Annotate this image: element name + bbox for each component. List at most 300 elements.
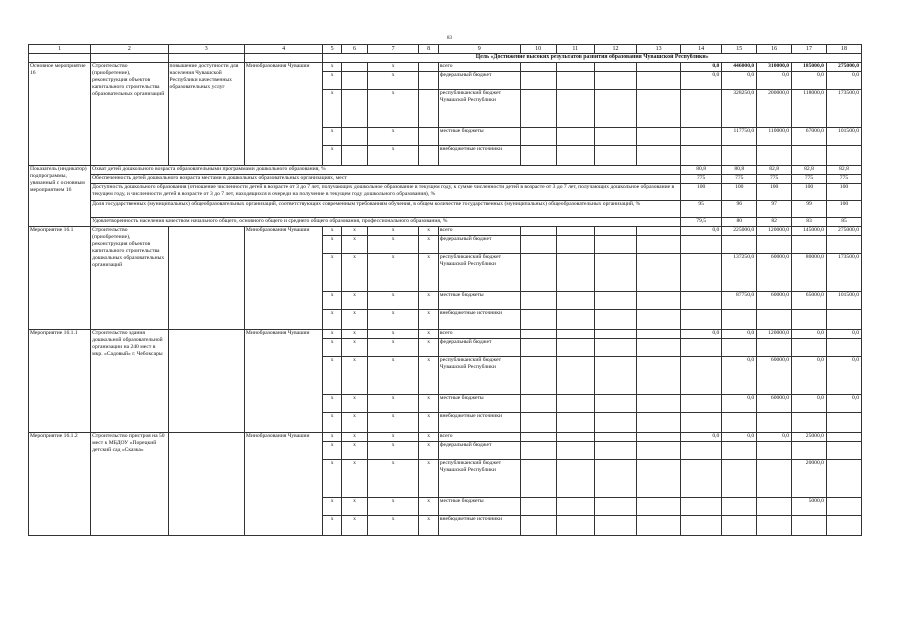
code-cell: х xyxy=(341,433,367,442)
empty-cell xyxy=(594,128,637,146)
indicator-value: 99 xyxy=(792,201,827,218)
amount-cell xyxy=(680,339,721,357)
empty-cell xyxy=(637,292,681,310)
empty-cell xyxy=(520,498,556,516)
code-cell: х xyxy=(341,236,367,254)
column-number: 1 xyxy=(29,45,91,54)
empty-cell xyxy=(637,146,681,166)
indicator-value: 775 xyxy=(826,175,861,184)
code-cell: х xyxy=(419,395,439,413)
amount-cell xyxy=(722,516,757,536)
code-cell: х xyxy=(323,357,342,395)
empty-cell xyxy=(520,339,556,357)
code-cell: х xyxy=(368,128,419,146)
code-cell: х xyxy=(368,339,419,357)
responsible-executor: Минобразования Чувашии xyxy=(244,227,323,330)
funding-source: местные бюджеты xyxy=(438,128,520,146)
amount-cell: 0,0 xyxy=(826,330,861,339)
code-cell xyxy=(419,90,439,128)
code-cell xyxy=(341,90,367,128)
amount-cell xyxy=(757,442,792,460)
empty-cell xyxy=(637,254,681,292)
empty-cell xyxy=(556,498,594,516)
code-cell: х xyxy=(419,292,439,310)
goal-row xyxy=(29,54,862,63)
empty-cell xyxy=(556,227,594,236)
indicator-value: 775 xyxy=(722,175,757,184)
amount-cell: 0,0 xyxy=(792,330,827,339)
empty-cell xyxy=(556,254,594,292)
empty-cell xyxy=(637,498,681,516)
amount-cell xyxy=(680,236,721,254)
code-cell: х xyxy=(323,90,342,128)
funding-source: внебюджетные источники xyxy=(438,516,520,536)
amount-cell: 0,0 xyxy=(680,227,721,236)
empty-cell xyxy=(594,330,637,339)
empty-cell xyxy=(594,63,637,72)
code-cell: х xyxy=(419,442,439,460)
measure-name: Мероприятие 16.1.2 xyxy=(29,433,91,536)
amount-cell xyxy=(757,413,792,433)
funding-source: внебюджетные источники xyxy=(438,310,520,330)
amount-cell: 117750,0 xyxy=(722,128,757,146)
empty-cell xyxy=(520,72,556,90)
code-cell: х xyxy=(341,357,367,395)
empty-cell xyxy=(520,63,556,72)
column-number: 8 xyxy=(419,45,439,54)
empty-cell xyxy=(594,442,637,460)
code-cell: х xyxy=(368,227,419,236)
indicator-value: 775 xyxy=(757,175,792,184)
amount-cell xyxy=(757,339,792,357)
empty-cell xyxy=(594,90,637,128)
code-cell: х xyxy=(419,236,439,254)
empty-cell xyxy=(556,442,594,460)
funding-source: федеральный бюджет xyxy=(438,72,520,90)
funding-source: внебюджетные источники xyxy=(438,413,520,433)
code-cell: х xyxy=(323,72,342,90)
amount-cell: 5000,0 xyxy=(792,498,827,516)
empty-cell xyxy=(520,236,556,254)
column-number: 17 xyxy=(792,45,827,54)
amount-cell: 80000,0 xyxy=(792,254,827,292)
amount-cell xyxy=(722,442,757,460)
empty-cell xyxy=(594,72,637,90)
measure-description: Строительство здания дошкольной образовательной организации на 240 мест в мкр. «Садовый» г. Чебоксары xyxy=(91,330,168,433)
amount-cell: 67000,0 xyxy=(792,128,827,146)
amount-cell: 25000,0 xyxy=(792,433,827,442)
empty-cell xyxy=(556,236,594,254)
amount-cell: 0,0 xyxy=(680,330,721,339)
code-cell: х xyxy=(419,433,439,442)
code-cell: х xyxy=(419,413,439,433)
responsible-executor: Минобразования Чувашии xyxy=(244,63,323,166)
amount-cell xyxy=(722,310,757,330)
indicator-value: 96 xyxy=(722,201,757,218)
amount-cell: 310000,0 xyxy=(757,63,792,72)
measure-goal xyxy=(168,330,244,433)
code-cell xyxy=(341,146,367,166)
indicator-row xyxy=(29,218,862,227)
amount-cell xyxy=(826,413,861,433)
code-cell: х xyxy=(341,330,367,339)
empty-cell xyxy=(594,460,637,498)
code-cell: х xyxy=(323,236,342,254)
event-description: Строительство (приобретение), реконструкция объектов капитального строительства образовательных организаций xyxy=(91,63,168,166)
empty-cell xyxy=(556,72,594,90)
amount-cell xyxy=(680,254,721,292)
amount-cell xyxy=(680,292,721,310)
code-cell: х xyxy=(323,292,342,310)
empty-cell xyxy=(637,90,681,128)
amount-cell: 110000,0 xyxy=(757,128,792,146)
code-cell: х xyxy=(323,63,342,72)
code-cell: х xyxy=(341,395,367,413)
funding-source: всего xyxy=(438,227,520,236)
column-number: 12 xyxy=(594,45,637,54)
amount-cell: 0,0 xyxy=(757,433,792,442)
amount-cell xyxy=(826,498,861,516)
empty-cell xyxy=(637,357,681,395)
empty-cell xyxy=(637,227,681,236)
empty-cell xyxy=(556,63,594,72)
amount-cell: 60000,0 xyxy=(757,357,792,395)
amount-cell xyxy=(792,310,827,330)
empty-cell xyxy=(594,433,637,442)
empty-cell xyxy=(637,433,681,442)
indicator-value: 100 xyxy=(826,184,861,201)
indicator-row xyxy=(29,201,862,218)
amount-cell: 173500,0 xyxy=(826,254,861,292)
column-number: 10 xyxy=(520,45,556,54)
funding-source: республиканский бюджет Чувашской Республики xyxy=(438,460,520,498)
empty-cell xyxy=(520,460,556,498)
table-row xyxy=(29,433,862,442)
goal-title: Цель «Достижение высоких результатов развития образования Чувашской Республики» xyxy=(323,54,862,63)
empty-cell xyxy=(520,413,556,433)
funding-source: федеральный бюджет xyxy=(438,442,520,460)
empty-cell xyxy=(637,236,681,254)
amount-cell: 225000,0 xyxy=(722,227,757,236)
page-number: 83 xyxy=(447,36,452,41)
empty-cell xyxy=(556,128,594,146)
empty-cell xyxy=(520,128,556,146)
amount-cell xyxy=(792,413,827,433)
empty-cell xyxy=(556,310,594,330)
column-number: 5 xyxy=(323,45,342,54)
code-cell: х xyxy=(368,413,419,433)
amount-cell xyxy=(722,460,757,498)
empty-cell xyxy=(637,339,681,357)
code-cell: х xyxy=(341,516,367,536)
amount-cell: 0,0 xyxy=(722,357,757,395)
code-cell xyxy=(341,63,367,72)
amount-cell xyxy=(792,146,827,166)
indicator-value: 80,8 xyxy=(722,166,757,175)
funding-source: всего xyxy=(438,433,520,442)
empty-cell xyxy=(594,395,637,413)
code-cell: х xyxy=(341,339,367,357)
empty-cell xyxy=(556,292,594,310)
empty-cell xyxy=(520,254,556,292)
code-cell: х xyxy=(419,310,439,330)
empty-cell xyxy=(637,72,681,90)
indicator-label: Показатель (индикатор) подпрограммы, увязанный с основным мероприятием 16 xyxy=(29,166,91,227)
code-cell: х xyxy=(419,498,439,516)
amount-cell xyxy=(792,339,827,357)
funding-source: местные бюджеты xyxy=(438,292,520,310)
code-cell: х xyxy=(341,292,367,310)
amount-cell: 200000,0 xyxy=(757,90,792,128)
code-cell: х xyxy=(368,357,419,395)
amount-cell xyxy=(680,413,721,433)
amount-cell xyxy=(680,516,721,536)
indicator-text: Доля государственных (муниципальных) общеобразовательных организаций, соответствующих современным требованиям обучения, в общем количестве государственных (муниципальных) общеобразовательных организаций, % xyxy=(91,201,681,218)
amount-cell xyxy=(792,236,827,254)
indicator-text: Охват детей дошкольного возраста образовательными программами дошкольного образования, % xyxy=(91,166,681,175)
code-cell: х xyxy=(419,357,439,395)
amount-cell xyxy=(757,146,792,166)
code-cell: х xyxy=(323,413,342,433)
amount-cell: 20000,0 xyxy=(792,460,827,498)
amount-cell: 173500,0 xyxy=(826,90,861,128)
empty-cell xyxy=(520,357,556,395)
indicator-value: 79,5 xyxy=(680,218,721,227)
column-number: 9 xyxy=(438,45,520,54)
amount-cell: 275000,0 xyxy=(826,227,861,236)
code-cell: х xyxy=(323,254,342,292)
amount-cell: 120000,0 xyxy=(757,227,792,236)
amount-cell xyxy=(757,460,792,498)
column-number: 16 xyxy=(757,45,792,54)
indicator-value: 82,8 xyxy=(792,166,827,175)
code-cell: х xyxy=(368,63,419,72)
amount-cell: 65000,0 xyxy=(792,292,827,310)
empty-cell xyxy=(520,146,556,166)
amount-cell xyxy=(680,460,721,498)
empty-cell xyxy=(520,433,556,442)
empty-cell xyxy=(520,395,556,413)
code-cell: х xyxy=(368,90,419,128)
indicator-value: 82 xyxy=(757,218,792,227)
amount-cell xyxy=(826,236,861,254)
empty-cell xyxy=(556,395,594,413)
empty-cell xyxy=(556,339,594,357)
amount-cell: 145000,0 xyxy=(792,227,827,236)
empty-cell xyxy=(556,516,594,536)
empty-cell xyxy=(556,90,594,128)
code-cell: х xyxy=(323,310,342,330)
code-cell xyxy=(341,72,367,90)
column-number: 4 xyxy=(244,45,323,54)
amount-cell: 118000,0 xyxy=(792,90,827,128)
code-cell: х xyxy=(323,460,342,498)
table-row xyxy=(29,227,862,236)
code-cell: х xyxy=(368,442,419,460)
code-cell: х xyxy=(323,339,342,357)
amount-cell xyxy=(722,413,757,433)
amount-cell: 87750,0 xyxy=(722,292,757,310)
funding-source: всего xyxy=(438,63,520,72)
code-cell xyxy=(419,72,439,90)
column-number: 11 xyxy=(556,45,594,54)
empty-cell xyxy=(520,442,556,460)
column-number: 6 xyxy=(341,45,367,54)
code-cell: х xyxy=(323,433,342,442)
code-cell: х xyxy=(368,395,419,413)
funding-source: внебюджетные источники xyxy=(438,146,520,166)
empty-cell xyxy=(556,433,594,442)
column-number: 18 xyxy=(826,45,861,54)
header-row xyxy=(29,45,862,54)
empty-cell xyxy=(637,516,681,536)
empty-cell xyxy=(594,357,637,395)
amount-cell: 0,0 xyxy=(680,63,721,72)
amount-cell: 0,0 xyxy=(722,395,757,413)
amount-cell xyxy=(757,498,792,516)
indicator-value: 83 xyxy=(792,218,827,227)
code-cell: х xyxy=(419,516,439,536)
indicator-value: 100 xyxy=(757,184,792,201)
indicator-value: 775 xyxy=(680,175,721,184)
amount-cell: 60000,0 xyxy=(757,395,792,413)
indicator-value: 80 xyxy=(722,218,757,227)
empty-cell xyxy=(520,292,556,310)
code-cell: х xyxy=(368,146,419,166)
amount-cell: 0,0 xyxy=(722,72,757,90)
empty-cell xyxy=(594,339,637,357)
column-number: 14 xyxy=(680,45,721,54)
responsible-executor: Минобразования Чувашии xyxy=(244,433,323,536)
code-cell: х xyxy=(419,254,439,292)
amount-cell: 185000,0 xyxy=(792,63,827,72)
indicator-row xyxy=(29,166,862,175)
empty-cell xyxy=(244,54,323,63)
amount-cell xyxy=(826,339,861,357)
amount-cell: 0,0 xyxy=(757,72,792,90)
amount-cell xyxy=(722,146,757,166)
code-cell xyxy=(341,128,367,146)
code-cell: х xyxy=(323,330,342,339)
empty-cell xyxy=(594,254,637,292)
funding-source: республиканский бюджет Чувашской Республики xyxy=(438,357,520,395)
column-number: 13 xyxy=(637,45,681,54)
indicator-value: 85 xyxy=(826,218,861,227)
amount-cell: 0,0 xyxy=(792,357,827,395)
responsible-executor: Минобразования Чувашии xyxy=(244,330,323,433)
amount-cell: 0,0 xyxy=(680,433,721,442)
amount-cell: 101500,0 xyxy=(826,128,861,146)
amount-cell: 446000,0 xyxy=(722,63,757,72)
amount-cell xyxy=(680,395,721,413)
measure-goal xyxy=(168,433,244,536)
code-cell: х xyxy=(323,227,342,236)
event-goal: повышение доступности для населения Чувашской Республики качественных образовательных услуг xyxy=(168,63,244,166)
code-cell: х xyxy=(323,498,342,516)
table-row xyxy=(29,330,862,339)
indicator-value: 100 xyxy=(826,201,861,218)
funding-source: местные бюджеты xyxy=(438,395,520,413)
amount-cell xyxy=(792,442,827,460)
code-cell: х xyxy=(368,516,419,536)
empty-cell xyxy=(637,310,681,330)
indicator-value: 97 xyxy=(757,201,792,218)
code-cell: х xyxy=(341,254,367,292)
funding-source: федеральный бюджет xyxy=(438,339,520,357)
empty-cell xyxy=(594,413,637,433)
code-cell: х xyxy=(368,236,419,254)
code-cell xyxy=(419,146,439,166)
code-cell: х xyxy=(368,292,419,310)
empty-cell xyxy=(594,146,637,166)
amount-cell: 0,0 xyxy=(680,72,721,90)
amount-cell xyxy=(680,498,721,516)
program-table xyxy=(28,44,862,536)
amount-cell xyxy=(722,236,757,254)
amount-cell xyxy=(826,442,861,460)
indicator-value: 95 xyxy=(680,201,721,218)
code-cell: х xyxy=(419,339,439,357)
indicator-text: Удовлетворенность населения качеством начального общего, основного общего и среднего общего образования, профессионального образования, % xyxy=(91,218,681,227)
indicator-value: 775 xyxy=(792,175,827,184)
measure-name: Мероприятие 16.1.1 xyxy=(29,330,91,433)
amount-cell: 137250,0 xyxy=(722,254,757,292)
column-number: 7 xyxy=(368,45,419,54)
measure-description: Строительство пристроя на 50 мест к МБДОУ «Порецкий детский сад «Сказка» xyxy=(91,433,168,536)
empty-cell xyxy=(91,54,168,63)
empty-cell xyxy=(637,413,681,433)
amount-cell xyxy=(722,498,757,516)
code-cell: х xyxy=(419,460,439,498)
funding-source: федеральный бюджет xyxy=(438,236,520,254)
funding-source: республиканский бюджет Чувашской Республики xyxy=(438,254,520,292)
empty-cell xyxy=(520,310,556,330)
amount-cell: 275000,0 xyxy=(826,63,861,72)
empty-cell xyxy=(520,516,556,536)
amount-cell: 328250,0 xyxy=(722,90,757,128)
indicator-value: 100 xyxy=(792,184,827,201)
indicator-value: 82,8 xyxy=(757,166,792,175)
empty-cell xyxy=(594,516,637,536)
empty-cell xyxy=(637,460,681,498)
amount-cell xyxy=(792,516,827,536)
empty-cell xyxy=(637,330,681,339)
indicator-row xyxy=(29,184,862,201)
empty-cell xyxy=(637,442,681,460)
amount-cell: 0,0 xyxy=(826,357,861,395)
code-cell: х xyxy=(323,516,342,536)
amount-cell: 0,0 xyxy=(722,330,757,339)
amount-cell xyxy=(826,146,861,166)
indicator-value: 80,8 xyxy=(680,166,721,175)
code-cell: х xyxy=(341,413,367,433)
amount-cell xyxy=(757,236,792,254)
measure-name: Мероприятие 16.1 xyxy=(29,227,91,330)
empty-cell xyxy=(556,146,594,166)
code-cell: х xyxy=(323,442,342,460)
amount-cell: 60000,0 xyxy=(757,292,792,310)
code-cell: х xyxy=(341,460,367,498)
indicator-value: 100 xyxy=(680,184,721,201)
indicator-value: 82,8 xyxy=(826,166,861,175)
column-number: 2 xyxy=(91,45,168,54)
amount-cell xyxy=(680,310,721,330)
empty-cell xyxy=(594,227,637,236)
code-cell: х xyxy=(419,330,439,339)
empty-cell xyxy=(556,357,594,395)
indicator-value: 100 xyxy=(722,184,757,201)
empty-cell xyxy=(594,310,637,330)
